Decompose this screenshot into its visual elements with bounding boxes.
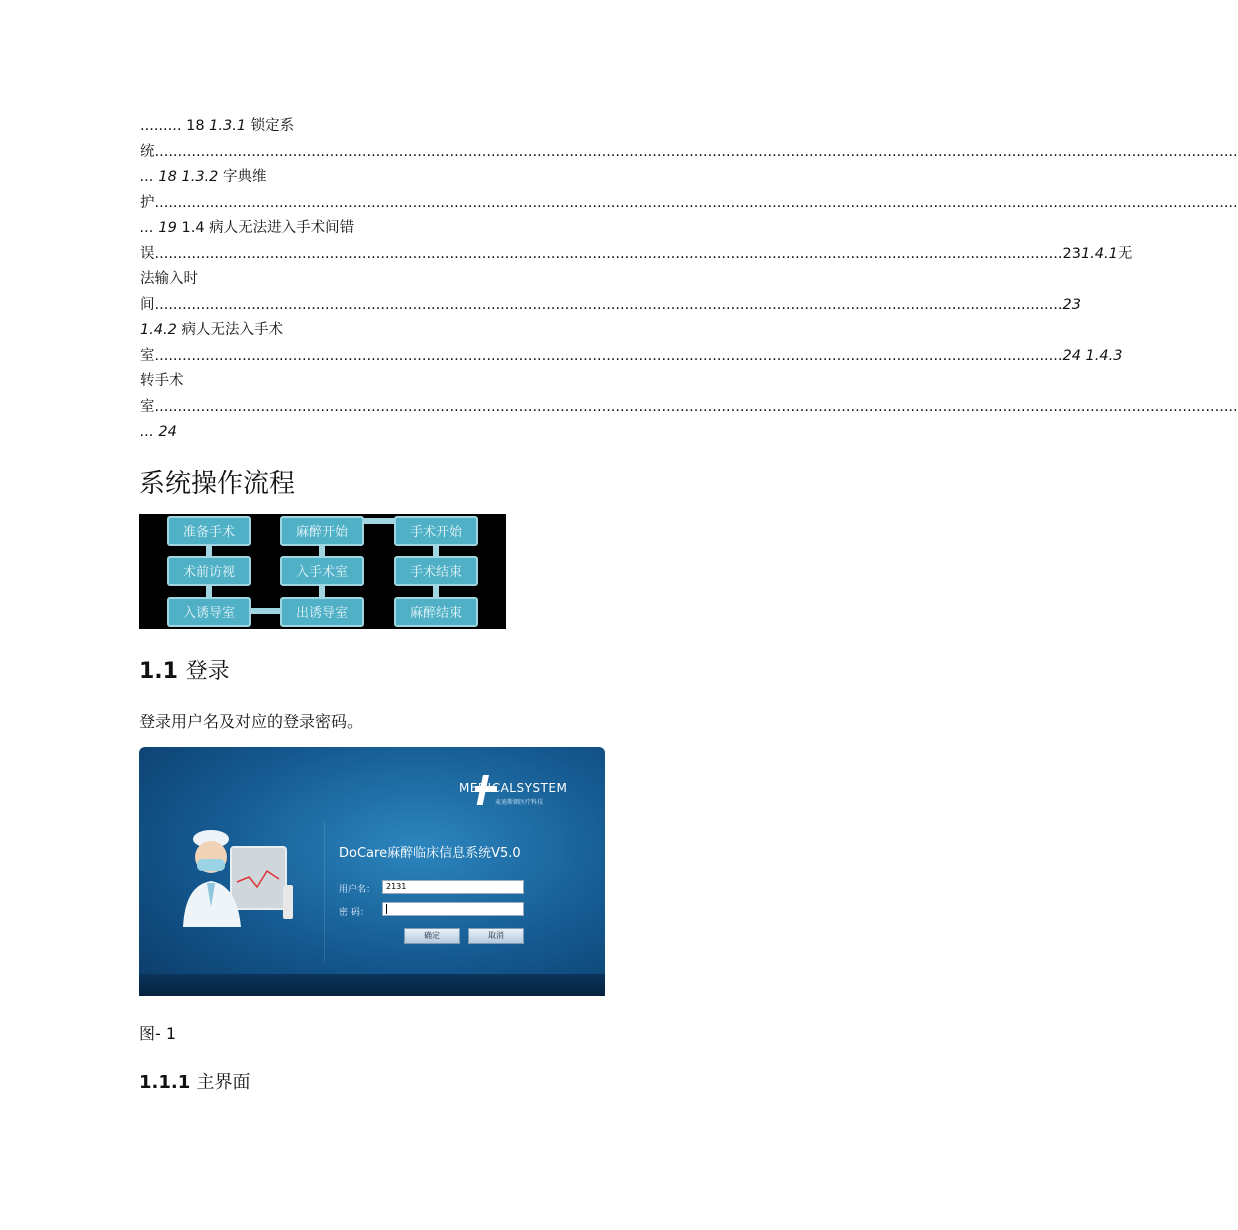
brand-name: MEDICALSYSTEM: [459, 781, 568, 795]
brand-subtitle: 麦迪斯顿医疗科技: [495, 799, 544, 806]
flow-step-exit-induction: 出诱导室: [280, 597, 364, 627]
flow-step-anesthesia-end: 麻醉结束: [394, 597, 478, 627]
login-bottom-bar: [139, 974, 605, 996]
figure-caption: 图- 1: [139, 1024, 177, 1043]
toc-line[interactable]: ......... 18 1.3.1 锁定系: [140, 118, 295, 134]
cancel-button[interactable]: 取消: [468, 928, 524, 944]
flow-step-enter-induction: 入诱导室: [167, 597, 251, 627]
toc-line[interactable]: 室 ..................................................................................................................................................................................................... 24 1.4.3: [140, 347, 1123, 364]
login-divider: [324, 822, 325, 962]
table-of-contents: [140, 114, 1133, 446]
heading-main-interface: 1.1.1 主界面: [139, 1072, 251, 1093]
toc-line[interactable]: 1.4.2 病人无法入手术: [140, 322, 284, 338]
toc-line[interactable]: 转手术: [140, 373, 184, 389]
flow-step-prepare: 准备手术: [167, 516, 251, 546]
flow-step-surgery-start: 手术开始: [394, 516, 478, 546]
toc-line[interactable]: 统 .....: [140, 140, 810, 166]
username-input[interactable]: 2131: [382, 880, 524, 894]
toc-line[interactable]: 护 .....: [140, 191, 810, 217]
username-label: 用户名：: [339, 885, 376, 895]
system-title: DoCare麻醉临床信息系统V5.0: [339, 846, 521, 861]
flow-step-surgery-end: 手术结束: [394, 556, 478, 586]
toc-line[interactable]: ... 18 1.3.2 字典维: [140, 169, 267, 185]
toc-line[interactable]: ... 24: [140, 424, 177, 440]
heading-login: 1.1 登录: [139, 659, 230, 684]
toc-line[interactable]: 间 ..................................................................................................................................................................................................... 23: [140, 296, 1081, 313]
toc-line[interactable]: 法输入时: [140, 271, 198, 287]
ok-button[interactable]: 确定: [404, 928, 460, 944]
toc-line[interactable]: 室 .....: [140, 395, 810, 421]
login-screenshot: [139, 747, 605, 996]
password-input[interactable]: [382, 902, 524, 916]
section-title: 系统操作流程: [139, 469, 296, 499]
flow-step-enter-or: 入手术室: [280, 556, 364, 586]
toc-line[interactable]: 误 ..................................................................................................................................................................................................... 23 1.4.1 无: [140, 245, 1133, 262]
workflow-diagram: [139, 514, 506, 629]
flow-step-preop-visit: 术前访视: [167, 556, 251, 586]
flow-step-anesthesia-start: 麻醉开始: [280, 516, 364, 546]
login-instruction: 登录用户名及对应的登录密码。: [139, 712, 364, 731]
toc-line[interactable]: ... 19 1.4 病人无法进入手术间错: [140, 220, 355, 236]
password-label: 密 码：: [339, 908, 369, 918]
doctor-illustration-icon: [179, 827, 289, 937]
